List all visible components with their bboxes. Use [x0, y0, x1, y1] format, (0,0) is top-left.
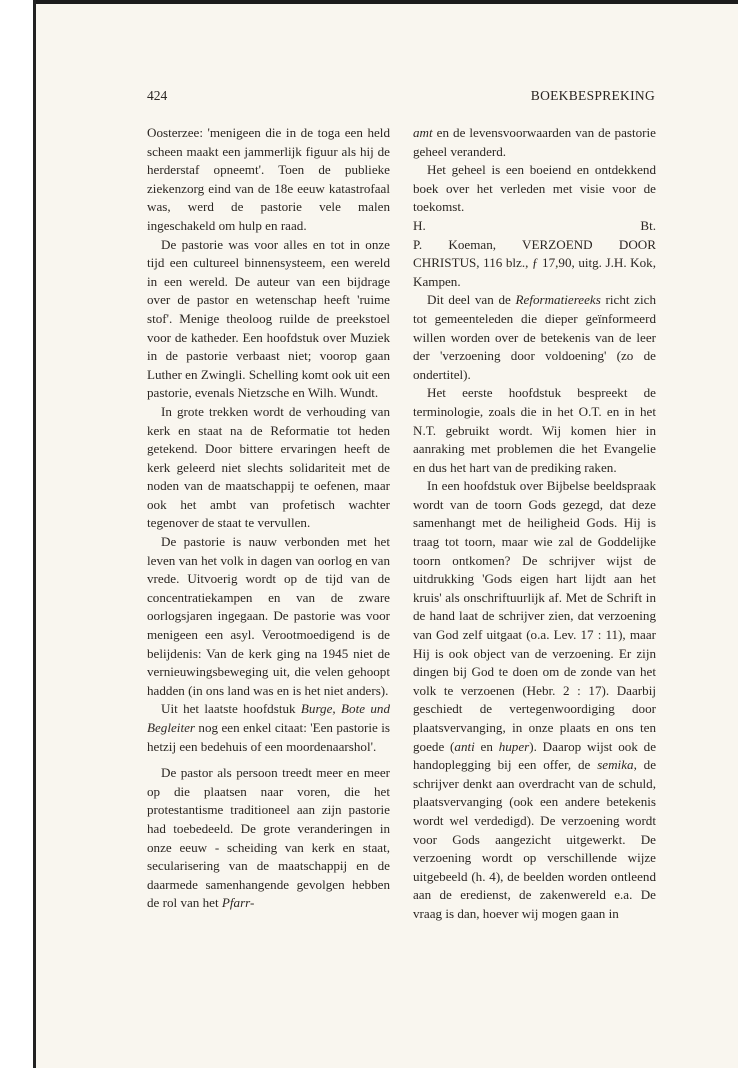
- paragraph: De pastor als persoon treedt meer en meer op die plaatsen naar voren, die het protestantisme traditioneel aan zijn pastorie had toebedeeld. De grote veranderingen in onze eeuw - scheiding van kerk en staat, secularisering van de maatschappij en de daarmede samenhangende gevolgen hebben de rol van het Pfarr-: [147, 765, 390, 911]
- paragraph: Uit het laatste hoofdstuk Burge, Bote und Begleiter nog een enkel citaat: 'Een pastorie is hetzij een bedehuis of een moordenaarshol'.: [147, 701, 390, 754]
- paragraph: De pastorie is nauw verbonden met het leven van het volk in dagen van oorlog en van vrede. Uitvoerig wordt op de tijd van de concentratiekampen en van de zware oorlogsjaren ingegaan. De pastorie was voor menigeen een asyl. Verootmoedigend is de belijdenis: Van de kerk ging na 1945 niet de vernieuwingsbeweging uit, die velen gehoopt hadden (in ons land was en is het niet anders).: [147, 534, 390, 698]
- right-column: [413, 124, 656, 924]
- paragraph: In grote trekken wordt de verhouding van kerk en staat na de Reformatie tot heden getekend. Door bittere ervaringen heeft de kerk geleerd niet slechts solidariteit met de noden van de maatschappij te oefenen, maar ook het ambt van profetisch wachter tegenover de staat te vervullen.: [147, 403, 390, 531]
- running-title: BOEKBESPREKING: [530, 88, 655, 103]
- paragraph: Oosterzee: 'menigeen die in de toga een held scheen maakt een jammerlijk figuur als hij de herderstaf opneemt'. Toen de publieke ziekenzorg eind van de 18e eeuw katastrofaal was, werd de pastorie vele malen ingeschakeld om hulp en raad.: [147, 125, 390, 233]
- paragraph: Het geheel is een boeiend en ontdekkend boek over het verleden met visie voor de toekomst.: [413, 162, 656, 215]
- review-signature: [413, 217, 656, 236]
- book-reference: P. Koeman, VERZOEND DOOR CHRISTUS, 116 blz., ƒ 17,90, uitg. J.H. Kok, Kampen.: [413, 236, 656, 289]
- paragraph: In een hoofdstuk over Bijbelse beeldspraak wordt van de toorn Gods gezegd, dat deze samenhangt met de heiligheid Gods. Hij is traag tot toorn, maar wie zal de Goddelijke toorn ontkomen? De schrijver wijst de uitdrukking 'Gods eigen hart lijdt aan het kruis' als onschriftuurlijk af. Met de Schrift in de hand laat de schrijver zien, dat verzoening van God zelf uitgaat (o.a. Lev. 17 : 11), maar Hij is ook object van de verzoening. Er zijn dingen bij God te doen om de zonde van het volk te verzoenen (Hebr. 2 : 17). Daarbij geschiedt de vertegenwoordiging door plaatsvervanging, in onze plaats en ons ten goede (anti en huper). Daarop wijst ook de handoplegging bij een offer, de semika, de schrijver denkt aan overdracht van de schuld, plaatsvervanging (ook een andere betekenis wordt wel verdedigd). De verzoening wordt voor Gods aangezicht uitgewerkt. De verzoening wordt op verschillende wijze uitgebeeld (h. 4), de beelden worden ontleend aan de eredienst, de zakenwereld e.a. De vraag is dan, hoever wij mogen gaan in: [413, 478, 657, 921]
- series-title: Reformatiereeks: [515, 292, 601, 308]
- paragraph: Het eerste hoofdstuk bespreekt de terminologie, zoals die in het O.T. en in het N.T. gebruikt wordt. Wij komen hier in aanraking met problemen die het Evangelie en dus het hart van de prediking raken.: [413, 385, 656, 475]
- paragraph: amt en de levensvoorwaarden van de pastorie geheel veranderd.: [413, 125, 656, 159]
- page-number: 424: [147, 88, 168, 103]
- book-title: Burge, Bote und Begleiter: [147, 701, 390, 735]
- signature-initial: H.: [413, 217, 426, 233]
- paragraph: Dit deel van de Reformatiereeks richt zich tot gemeenteleden die dieper geïnformeerd willen worden over de betekenis van de leer der 'verzoening door voldoening' (zo de ondertitel).: [413, 292, 656, 382]
- left-column: [147, 124, 390, 913]
- paragraph: De pastorie was voor alles en tot in onze tijd een cultureel binnensysteem, een wereld in een wereld. De auteur van een bijdrage over de pastor en wetenschap heeft 'ruime stof'. Menige theoloog ruilde de preekstoel voor de katheder. Een hoofdstuk over Muziek in de pastorie verbaast niet; voorop gaan Luther en Zwingli. Schelling komt ook uit een pastorie, evenals Nietzsche en Wilh. Wundt.: [147, 236, 390, 401]
- signature-initials: Bt.: [640, 217, 656, 233]
